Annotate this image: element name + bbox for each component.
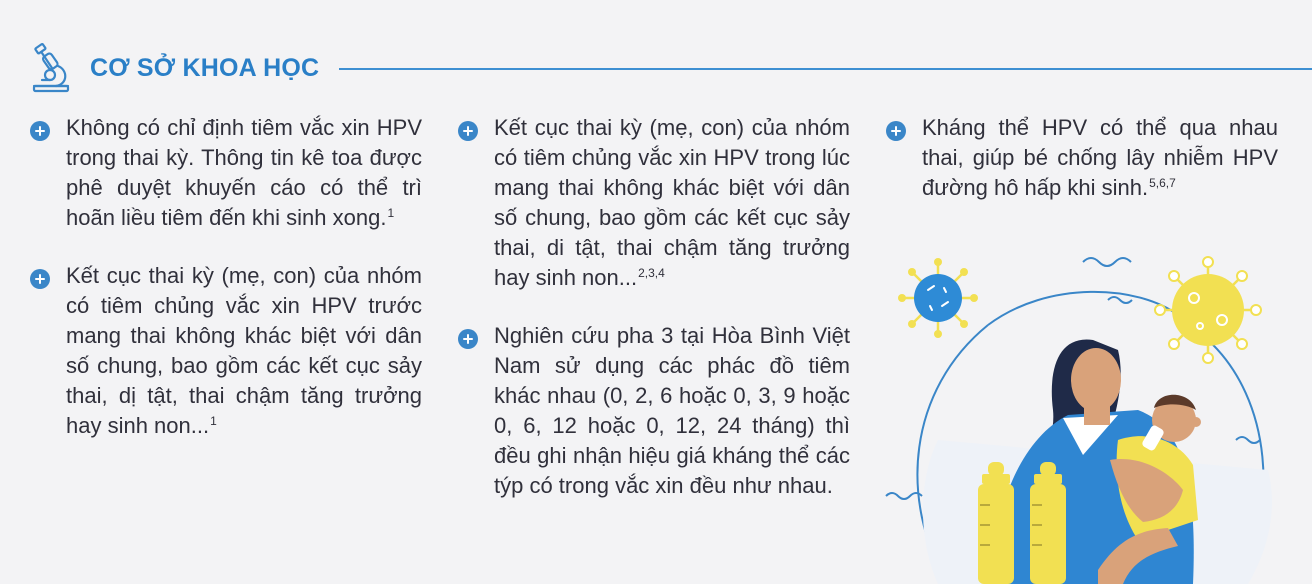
list-item [886, 113, 1278, 203]
item-text: Kết cục thai kỳ (mẹ, con) của nhóm có tiêm chủng vắc xin HPV trước mang thai không khác biệt với dân số chung, bao gồm các kết cục sảy thai, dị tật, thai chậm tăng trưởng hay sinh non...$^1$ [66, 263, 422, 438]
microscope-icon [28, 42, 74, 94]
yellow-virus-icon [1155, 257, 1261, 363]
plus-circle-icon [30, 269, 50, 289]
plus-circle-icon [886, 121, 906, 141]
item-text: Kháng thể HPV có thể qua nhau thai, giúp bé chống lây nhiễm HPV đường hô hấp khi sinh.$^{5,6,7}$ [922, 115, 1278, 200]
plus-circle-icon [458, 121, 478, 141]
list-item [458, 321, 850, 501]
baby-bottle-icon [1030, 462, 1066, 584]
section-header [28, 40, 1312, 96]
item-text: Nghiên cứu pha 3 tại Hòa Bình Việt Nam sử dụng các phác đồ tiêm khác nhau (0, 2, 6 hoặc 0, 3, 9 hoặc 0, 6, 12 hoặc 0, 12, 24 tháng) thì đều ghi nhận hiệu giá kháng thể các týp có trong vắc xin đều như nhau. [494, 323, 850, 498]
plus-circle-icon [458, 329, 478, 349]
header-divider [339, 68, 1312, 70]
page-title: CƠ SỞ KHOA HỌC [90, 53, 320, 82]
list-item [30, 261, 422, 441]
item-text: Không có chỉ định tiêm vắc xin HPV trong thai kỳ. Thông tin kê toa được phê duyệt khuyến cáo có thể trì hoãn liều tiêm đến khi sinh xong.$^1$ [66, 115, 422, 230]
reference-number: 1 [210, 414, 217, 428]
baby-bottle-icon [978, 462, 1014, 584]
item-text: Kết cục thai kỳ (mẹ, con) của nhóm có tiêm chủng vắc xin HPV trong lúc mang thai không khác biệt với dân số chung, bao gồm các kết cục sảy thai, di tật, thai chậm tăng trưởng hay sinh non...$^{2,3,4}$ [494, 115, 850, 290]
plus-circle-icon [30, 121, 50, 141]
reference-number: 5,6,7 [1149, 176, 1176, 190]
reference-number: 2,3,4 [638, 266, 665, 280]
blue-virus-icon [898, 258, 978, 338]
mother-baby-illustration [878, 240, 1312, 584]
list-item [30, 113, 422, 233]
list-item [458, 113, 850, 293]
column-3 [886, 113, 1278, 231]
column-1 [30, 113, 422, 469]
reference-number: 1 [387, 206, 395, 220]
column-2 [458, 113, 850, 529]
